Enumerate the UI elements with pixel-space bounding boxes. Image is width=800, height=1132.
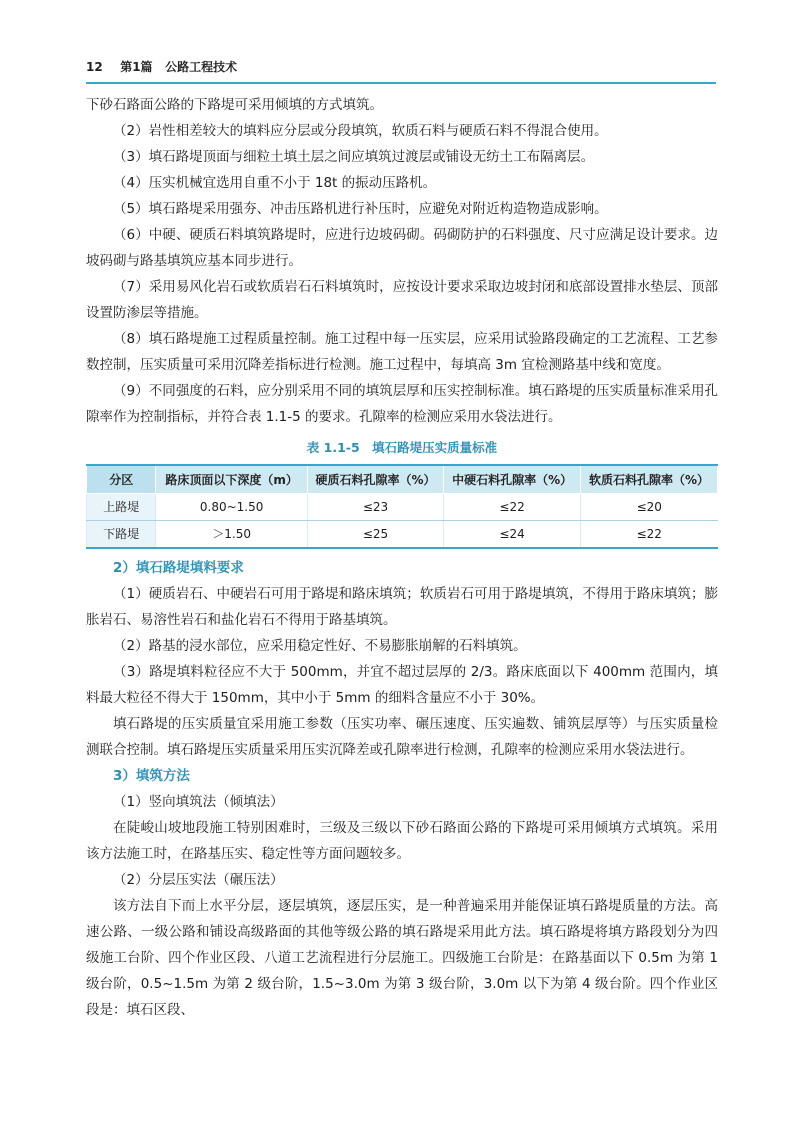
table-header-cell: 硬质石料孔隙率（%）: [307, 465, 443, 494]
table-header-cell: 分区: [87, 465, 156, 494]
table-cell: ≤24: [444, 521, 581, 549]
section-heading: 3）填筑方法: [113, 768, 190, 784]
table-header-cell: 中硬石料孔隙率（%）: [444, 465, 581, 494]
paragraph: （1）硬质岩石、中硬岩石可用于路堤和路床填筑；软质岩石可用于路堤填筑，不得用于路床填筑；膨胀岩石、易溶性岩石和盐化岩石不得用于路基填筑。: [86, 586, 718, 628]
paragraph: （9）不同强度的石料，应分别采用不同的填筑层厚和压实控制标准。填石路堤的压实质量标准采用孔隙率作为控制指标，并符合表 1.1-5 的要求。孔隙率的检测应采用水袋法进行。: [86, 383, 718, 425]
table-row: [87, 521, 718, 549]
paragraph: （5）填石路堤采用强夯、冲击压路机进行补压时，应避免对附近构造物造成影响。: [113, 201, 608, 217]
paragraph: （6）中硬、硬质石料填筑路堤时，应进行边坡码砌。码砌防护的石料强度、尺寸应满足设计要求。边坡码砌与路基填筑应基本同步进行。: [86, 227, 718, 269]
paragraph: 该方法自下而上水平分层，逐层填筑，逐层压实，是一种普遍采用并能保证填石路堤质量的方法。高速公路、一级公路和铺设高级路面的其他等级公路的填石路堤采用此方法。填石路堤将填方路段划分为四级施工台阶、四个作业区段、八道工艺流程进行分层施工。四级施工台阶是：在路基面以下 0.5m 为第 1 级台阶，0.5~1.5m 为第 2 级台阶，1.5~3.0m 为第 3 级台阶，3.0m 以下为第 4 级台阶。四个作业区段是：填石区段、: [86, 898, 718, 1018]
page-header: [86, 58, 716, 80]
paragraph: 下砂石路面公路的下路堤可采用倾填的方式填筑。: [86, 97, 383, 113]
header-rule: [86, 82, 716, 84]
table-header-cell: 路床顶面以下深度（m）: [156, 465, 307, 494]
table-header-cell: 软质石料孔隙率（%）: [581, 465, 718, 494]
table-cell: 下路堤: [87, 521, 156, 549]
section-heading: 2）填石路堤填料要求: [113, 560, 244, 576]
table-cell: ≤22: [444, 494, 581, 521]
paragraph: 填石路堤的压实质量宜采用施工参数（压实功率、碾压速度、压实遍数、铺筑层厚等）与压实质量检测联合控制。填石路堤压实质量采用压实沉降差或孔隙率进行检测，孔隙率的检测应采用水袋法进行。: [86, 716, 718, 758]
table-cell: 0.80~1.50: [156, 494, 307, 521]
table-header-row: [87, 465, 718, 494]
table-cell: ≤25: [307, 521, 443, 549]
paragraph: （8）填石路堤施工过程质量控制。施工过程中每一压实层，应采用试验路段确定的工艺流程、工艺参数控制，压实质量可采用沉降差指标进行检测。施工过程中，每填高 3m 宜检测路基中线和宽度。: [86, 331, 718, 373]
compaction-standard-table: [86, 464, 718, 549]
table-row: [87, 494, 718, 521]
paragraph: （4）压实机械宜选用自重不小于 18t 的振动压路机。: [113, 175, 437, 191]
paragraph: （3）路堤填料粒径应不大于 500mm，并宜不超过层厚的 2/3。路床底面以下 400mm 范围内，填料最大粒径不得大于 150mm，其中小于 5mm 的细料含量应不小于 30%。: [86, 664, 718, 706]
paragraph: （7）采用易风化岩石或软质岩石石料填筑时，应按设计要求采取边坡封闭和底部设置排水垫层、顶部设置防渗层等措施。: [86, 279, 718, 321]
part-label: 第1篇: [120, 60, 153, 74]
paragraph: （1）竖向填筑法（倾填法）: [113, 794, 284, 810]
paragraph: （2）岩性相差较大的填料应分层或分段填筑，软质石料与硬质石料不得混合使用。: [113, 123, 608, 139]
table-cell: ≤20: [581, 494, 718, 521]
paragraph: （3）填石路堤顶面与细粒土填土层之间应填筑过渡层或铺设无纺土工布隔离层。: [113, 149, 595, 165]
page-number: 12: [86, 60, 103, 74]
table-cell: ＞1.50: [156, 521, 307, 549]
table-cell: 上路堤: [87, 494, 156, 521]
chapter-title: 公路工程技术: [165, 60, 238, 74]
table-cell: ≤23: [307, 494, 443, 521]
table-caption: 表 1.1-5 填石路堤压实质量标准: [306, 440, 498, 455]
table-cell: ≤22: [581, 521, 718, 549]
paragraph: （2）路基的浸水部位，应采用稳定性好、不易膨胀崩解的石料填筑。: [113, 638, 527, 654]
paragraph: 在陡峻山坡地段施工特别困难时，三级及三级以下砂石路面公路的下路堤可采用倾填方式填筑。采用该方法施工时，在路基压实、稳定性等方面问题较多。: [86, 820, 718, 862]
paragraph: （2）分层压实法（碾压法）: [113, 872, 284, 888]
page-body: [86, 92, 718, 1023]
